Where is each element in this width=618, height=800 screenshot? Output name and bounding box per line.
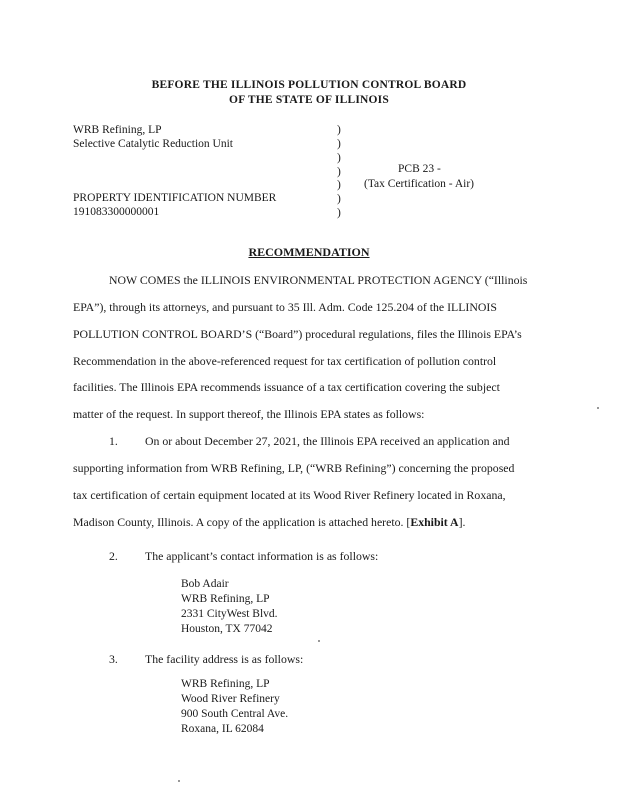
pin-label: PROPERTY IDENTIFICATION NUMBER [73, 192, 277, 204]
paragraph-number: 1. [109, 434, 118, 448]
paragraph-line: tax certification of certain equipment located at its Wood River Refinery located in Roxana, [73, 488, 506, 502]
caption-paren: ) [337, 124, 341, 136]
contact-name: Bob Adair [181, 578, 229, 590]
petitioner-name: WRB Refining, LP [73, 124, 162, 136]
scan-speck [318, 640, 320, 642]
contact-street: 2331 CityWest Blvd. [181, 608, 278, 620]
caption-paren: ) [337, 166, 341, 178]
intro-line: facilities. The Illinois EPA recommends issuance of a tax certification covering the subject [73, 380, 500, 394]
contact-city: Houston, TX 77042 [181, 623, 273, 635]
caption-paren: ) [337, 152, 341, 164]
paragraph-line [73, 515, 465, 530]
exhibit-bracket: ]. [458, 515, 466, 529]
intro-line: matter of the request. In support thereof, the Illinois EPA states as follows: [73, 407, 425, 421]
scan-speck [597, 407, 599, 409]
paragraph-line: On or about December 27, 2021, the Illinois EPA received an application and [145, 434, 510, 448]
facility-name: Wood River Refinery [181, 693, 280, 705]
contact-company: WRB Refining, LP [181, 593, 270, 605]
unit-name: Selective Catalytic Reduction Unit [73, 138, 234, 150]
board-heading: BEFORE THE ILLINOIS POLLUTION CONTROL BOARD [151, 79, 467, 91]
intro-line: NOW COMES the ILLINOIS ENVIRONMENTAL PROTECTION AGENCY (“Illinois [109, 273, 528, 287]
scan-speck [178, 780, 180, 782]
facility-company: WRB Refining, LP [181, 678, 270, 690]
intro-line: Recommendation in the above-referenced request for tax certification of pollution control [73, 354, 497, 368]
paragraph-number: 2. [109, 549, 118, 563]
caption-paren: ) [337, 193, 341, 205]
caption-paren: ) [337, 179, 341, 191]
caption-paren: ) [337, 207, 341, 219]
paragraph-number: 3. [109, 652, 118, 666]
state-heading: OF THE STATE OF ILLINOIS [229, 94, 389, 106]
paragraph-line: The facility address is as follows: [145, 652, 304, 666]
paragraph-line: supporting information from WRB Refining, LP, (“WRB Refining”) concerning the proposed [73, 461, 515, 475]
caption-paren: ) [337, 138, 341, 150]
intro-line: EPA”), through its attorneys, and pursuant to 35 Ill. Adm. Code 125.204 of the ILLINOIS [73, 300, 497, 314]
document-title: RECOMMENDATION [248, 245, 370, 259]
intro-line: POLLUTION CONTROL BOARD’S (“Board”) procedural regulations, files the Illinois EPA’s [73, 327, 522, 341]
paragraph-line: The applicant’s contact information is as follows: [145, 549, 379, 563]
facility-city: Roxana, IL 62084 [181, 723, 264, 735]
pin-value: 191083300000001 [73, 206, 160, 218]
facility-street: 900 South Central Ave. [181, 708, 289, 720]
exhibit-sentence: Madison County, Illinois. A copy of the application is attached hereto. [ [73, 515, 411, 529]
exhibit-reference: Exhibit A [410, 515, 459, 529]
case-number: PCB 23 - [398, 163, 441, 175]
case-type: (Tax Certification - Air) [364, 178, 475, 190]
